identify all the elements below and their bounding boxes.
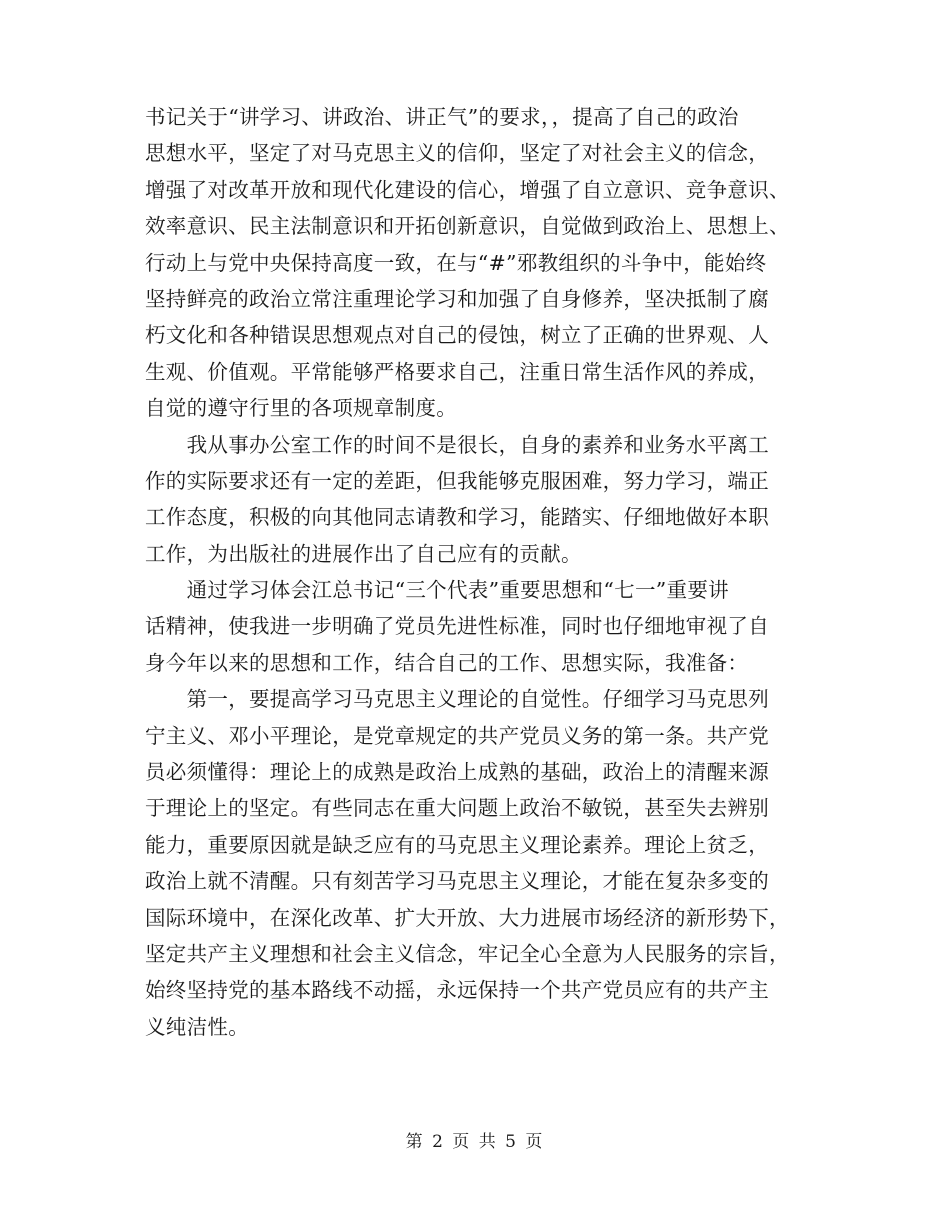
text-line: 增强了对改革开放和现代化建设的信心，增强了自立意识、竞争意识、 [145,177,790,202]
text-line: 效率意识、民主法制意识和开拓创新意识，自觉做到政治上、思想上、 [145,214,790,239]
text-line: 始终坚持党的基本路线不动摇，永远保持一个共产党员应有的共产主 [145,978,769,1003]
text-line: 作的实际要求还有一定的差距，但我能够克服困难，努力学习，端正 [145,468,769,493]
body-text [145,99,810,1045]
text-line: 员必须懂得：理论上的成熟是政治上成熟的基础，政治上的清醒来源 [145,760,769,785]
text-line: 书记关于“讲学习、讲政治、讲正气”的要求，，提高了自己的政治 [145,105,739,129]
text-line: 于理论上的坚定。有些同志在重大问题上政治不敏锐，甚至失去辨别 [145,796,769,821]
text-line: 自觉的遵守行里的各项规章制度。 [145,396,457,421]
page-number-footer: 第 2 页 共 5 页 [405,1132,545,1152]
text-line: 行动上与党中央保持高度一致，在与“#”邪教组织的斗争中，能始终 [145,250,767,275]
text-line: 政治上就不清醒。只有刻苦学习马克思主义理论，才能在复杂多变的 [145,869,769,894]
text-line: 话精神，使我进一步明确了党员先进性标准，同时也仔细地审视了自 [145,614,769,639]
text-line: 第一，要提高学习马克思主义理论的自觉性。仔细学习马克思列 [145,687,769,712]
text-line: 工作态度，积极的向其他同志请教和学习，能踏实、仔细地做好本职 [145,505,769,530]
text-line: 义纯洁性。 [145,1014,249,1039]
text-line: 思想水平，坚定了对马克思主义的信仰，坚定了对社会主义的信念， [145,141,769,166]
text-line: 能力，重要原因就是缺乏应有的马克思主义理论素养。理论上贫乏， [145,832,769,857]
text-line: 工作，为出版社的进展作出了自己应有的贡献。 [145,541,582,566]
text-line: 坚定共产主义理想和社会主义信念，牢记全心全意为人民服务的宗旨， [145,941,790,966]
text-line: 坚持鲜亮的政治立常注重理论学习和加强了自身修养，坚决抵制了腐 [145,286,769,311]
text-line: 宁主义、邓小平理论，是党章规定的共产党员义务的第一条。共产党 [145,723,769,748]
text-line: 身今年以来的思想和工作，结合自己的工作、思想实际，我准备： [145,650,749,675]
text-line: 通过学习体会江总书记“三个代表”重要思想和“七一”重要讲 [145,578,729,603]
text-line: 朽文化和各种错误思想观点对自己的侵蚀，树立了正确的世界观、人 [145,323,769,348]
text-line: 生观、价值观。平常能够严格要求自己，注重日常生活作风的养成， [145,359,769,384]
text-line: 国际环境中，在深化改革、扩大开放、大力进展市场经济的新形势下， [145,905,790,930]
text-line: 我从事办公室工作的时间不是很长，自身的素养和业务水平离工 [145,432,769,457]
